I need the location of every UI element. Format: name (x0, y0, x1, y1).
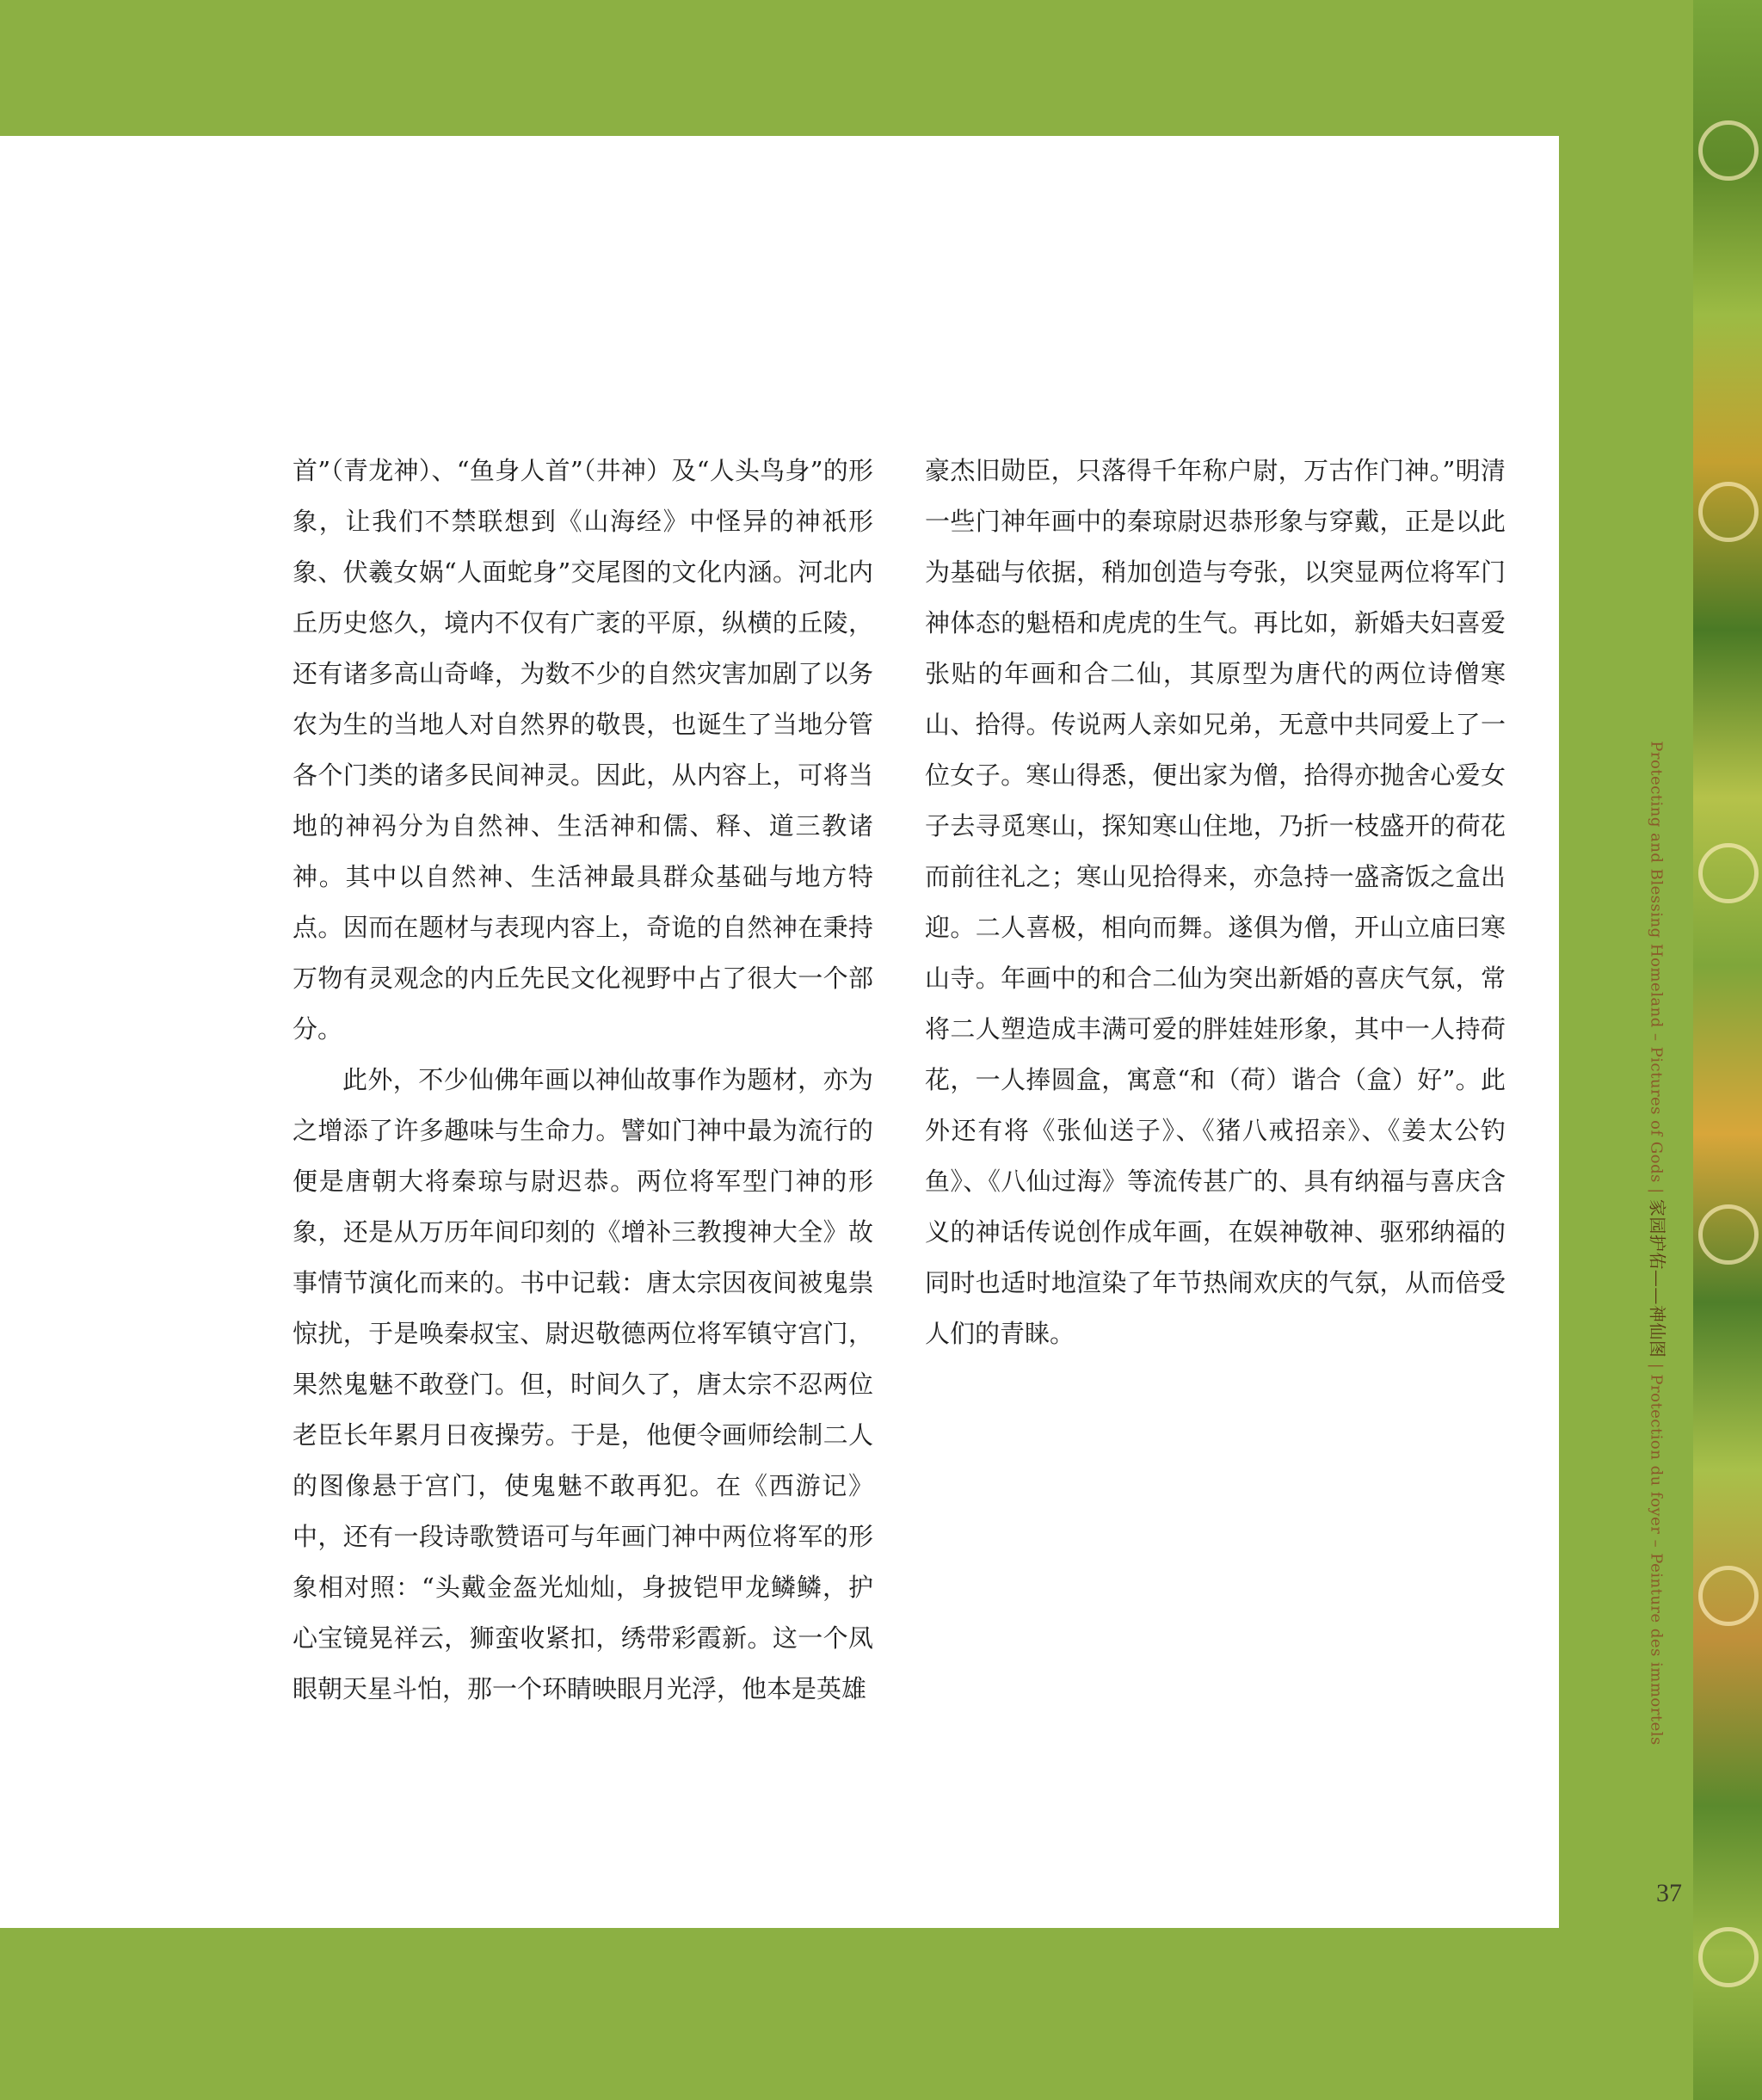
bottom-green-band (0, 1928, 1712, 2100)
decorative-swirl (1698, 120, 1759, 181)
running-title: Protecting and Blessing Homeland – Pictures of Gods | 家园护佑——神仙图 | Protection du foyer – Peinture des immortels (1647, 741, 1668, 1746)
left-paragraph-1: 首”（青龙神）、“鱼身人首”（井神）及“人头鸟身”的形象，让我们不禁联想到《山海经》中怪异的神祇形象、伏羲女娲“人面蛇身”交尾图的文化内涵。河北内丘历史悠久，境内不仅有广袤的平原，纵横的丘陵，还有诸多高山奇峰，为数不少的自然灾害加剧了以务农为生的当地人对自然界的敬畏，也诞生了当地分管各个门类的诸多民间神灵。因此，从内容上，可将当地的神祃分为自然神、生活神和儒、释、道三教诸神。其中以自然神、生活神最具群众基础与地方特点。因而在题材与表现内容上，奇诡的自然神在秉持万物有灵观念的内丘先民文化视野中占了很大一个部分。 (293, 456, 873, 1044)
decorative-swirl (1698, 1927, 1759, 1987)
decorative-swirl (1698, 843, 1759, 903)
left-paragraph-2: 此外，不少仙佛年画以神仙故事作为题材，亦为之增添了许多趣味与生命力。譬如门神中最为流行的便是唐朝大将秦琼与尉迟恭。两位将军型门神的形象，还是从万历年间印刻的《增补三教搜神大全》故事情节演化而来的。书中记载：唐太宗因夜间被鬼祟惊扰，于是唤秦叔宝、尉迟敬德两位将军镇守宫门，果然鬼魅不敢登门。但，时间久了，唐太宗不忍两位老臣长年累月日夜操劳。于是，他便令画师绘制二人的图像悬于宫门，使鬼魅不敢再犯。在《西游记》中，还有一段诗歌赞语可与年画门神中两位将军的形象相对照：“头戴金盔光灿灿，身披铠甲龙鳞鳞，护心宝镜晃祥云，狮蛮收紧扣，绣带彩霞新。这一个凤眼朝天星斗怕，那一个环睛映眼月光浮，他本是英雄 (293, 1065, 873, 1703)
decorative-nianhua-strip (1693, 0, 1762, 2100)
running-title-english: Protecting and Blessing Homeland – Pictures of Gods (1647, 741, 1666, 1183)
page-number: 37 (1656, 1879, 1682, 1907)
left-column (293, 446, 873, 1715)
decorative-swirl (1698, 482, 1759, 542)
right-column (925, 446, 1506, 1359)
running-title-chinese: 家园护佑——神仙图 (1647, 1198, 1668, 1358)
top-green-band (0, 0, 1712, 136)
decorative-swirl (1698, 1204, 1759, 1265)
decorative-swirl (1698, 1566, 1759, 1626)
right-paragraph-1: 豪杰旧勋臣，只落得千年称户尉，万古作门神。”明清一些门神年画中的秦琼尉迟恭形象与穿戴，正是以此为基础与依据，稍加创造与夸张，以突显两位将军门神体态的魁梧和虎虎的生气。再比如，新婚夫妇喜爱张贴的年画和合二仙，其原型为唐代的两位诗僧寒山、拾得。传说两人亲如兄弟，无意中共同爱上了一位女子。寒山得悉，便出家为僧，拾得亦抛舍心爱女子去寻觅寒山，探知寒山住地，乃折一枝盛开的荷花而前往礼之；寒山见拾得来，亦急持一盛斋饭之盒出迎。二人喜极，相向而舞。遂俱为僧，开山立庙曰寒山寺。年画中的和合二仙为突出新婚的喜庆气氛，常将二人塑造成丰满可爱的胖娃娃形象，其中一人持荷花，一人捧圆盒，寓意“和（荷）谐合（盒）好”。此外还有将《张仙送子》、《猪八戒招亲》、《姜太公钓鱼》、《八仙过海》等流传甚广的、具有纳福与喜庆含义的神话传说创作成年画，在娱神敬神、驱邪纳福的同时也适时地渲染了年节热闹欢庆的气氛，从而倍受人们的青睐。 (925, 456, 1506, 1348)
running-title-french: Protection du foyer – Peinture des immortels (1647, 1374, 1666, 1746)
